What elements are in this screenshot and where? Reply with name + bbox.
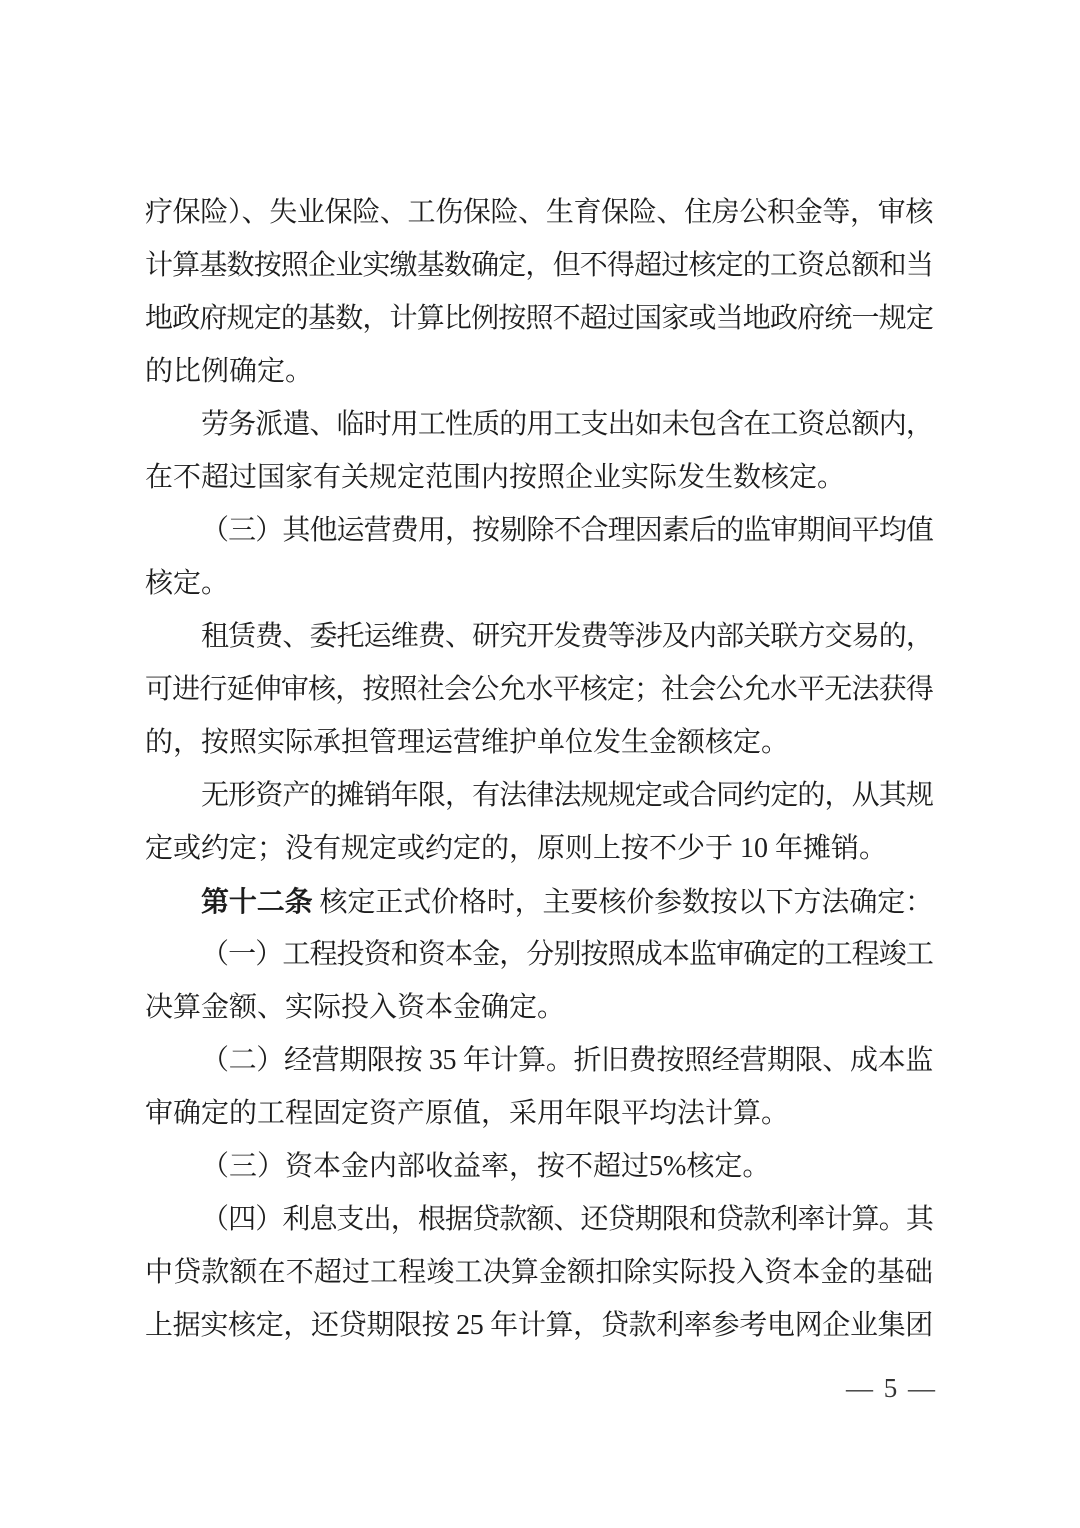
text-line	[145, 822, 933, 875]
text-line	[145, 769, 933, 822]
text-line	[145, 1034, 933, 1087]
text-line	[145, 186, 933, 239]
text-run: 的，按照实际承担管理运营维护单位发生金额核定。	[145, 727, 790, 758]
text-line	[145, 610, 933, 663]
paragraph	[145, 504, 933, 610]
paragraph	[145, 928, 933, 1034]
paragraph	[145, 398, 933, 504]
text-line	[145, 1087, 933, 1140]
text-run: 可进行延伸审核，按照社会公允水平核定；社会公允水平无法获得	[145, 674, 933, 705]
text-line	[145, 292, 933, 345]
page-number: — 5 —	[846, 1373, 937, 1403]
text-line	[145, 663, 933, 716]
text-run: 劳务派遣、临时用工性质的用工支出如未包含在工资总额内，	[201, 409, 933, 440]
text-line	[145, 1193, 933, 1246]
paragraph	[145, 610, 933, 769]
text-run: 核定。	[145, 568, 230, 599]
text-run: 定或约定；没有规定或约定的，原则上按不少于 10 年摊销。	[145, 833, 888, 864]
text-run: 决算金额、实际投入资本金确定。	[145, 992, 566, 1023]
text-line	[145, 504, 933, 557]
text-line	[145, 398, 933, 451]
text-run: （二）经营期限按 35 年计算。折旧费按照经营期限、成本监	[201, 1045, 933, 1076]
text-run: 中贷款额在不超过工程竣工决算金额扣除实际投入资本金的基础	[145, 1257, 933, 1288]
paragraph	[145, 1140, 933, 1193]
text-run: 上据实核定，还贷期限按 25 年计算，贷款利率参考电网企业集团	[145, 1310, 933, 1341]
text-line	[145, 557, 933, 610]
text-line	[145, 981, 933, 1034]
text-run: （三）资本金内部收益率，按不超过5%核定。	[201, 1151, 771, 1182]
text-line	[145, 928, 933, 981]
text-run: 计算基数按照企业实缴基数确定，但不得超过核定的工资总额和当	[145, 250, 933, 281]
paragraph	[145, 186, 933, 398]
article-number-term: 第十二条	[201, 886, 313, 917]
text-line	[145, 239, 933, 292]
paragraph	[145, 1193, 933, 1352]
text-run: （四）利息支出，根据贷款额、还贷期限和贷款利率计算。其	[201, 1204, 933, 1235]
text-run: （一）工程投资和资本金，分别按照成本监审确定的工程竣工	[201, 939, 933, 970]
text-line	[145, 1299, 933, 1352]
text-run: 租赁费、委托运维费、研究开发费等涉及内部关联方交易的，	[201, 621, 933, 652]
text-run: 的比例确定。	[145, 356, 314, 387]
text-line	[145, 451, 933, 504]
text-line	[145, 875, 933, 928]
text-line	[145, 1140, 933, 1193]
paragraph	[145, 1034, 933, 1140]
text-line	[145, 345, 933, 398]
text-run: （三）其他运营费用，按剔除不合理因素后的监审期间平均值	[201, 515, 933, 546]
text-run: 疗保险）、失业保险、工伤保险、生育保险、住房公积金等，审核	[145, 197, 933, 228]
paragraph	[145, 769, 933, 875]
text-run: 核定正式价格时，主要核价参数按以下方法确定：	[312, 887, 933, 918]
text-run: 地政府规定的基数，计算比例按照不超过国家或当地政府统一规定	[145, 303, 933, 334]
paragraph	[145, 875, 933, 928]
text-run: 审确定的工程固定资产原值，采用年限平均法计算。	[145, 1098, 790, 1129]
text-run: 无形资产的摊销年限，有法律法规规定或合同约定的，从其规	[201, 780, 933, 811]
text-run: 在不超过国家有关规定范围内按照企业实际发生数核定。	[145, 462, 846, 493]
document-body	[145, 186, 933, 1352]
text-line	[145, 716, 933, 769]
text-line	[145, 1246, 933, 1299]
